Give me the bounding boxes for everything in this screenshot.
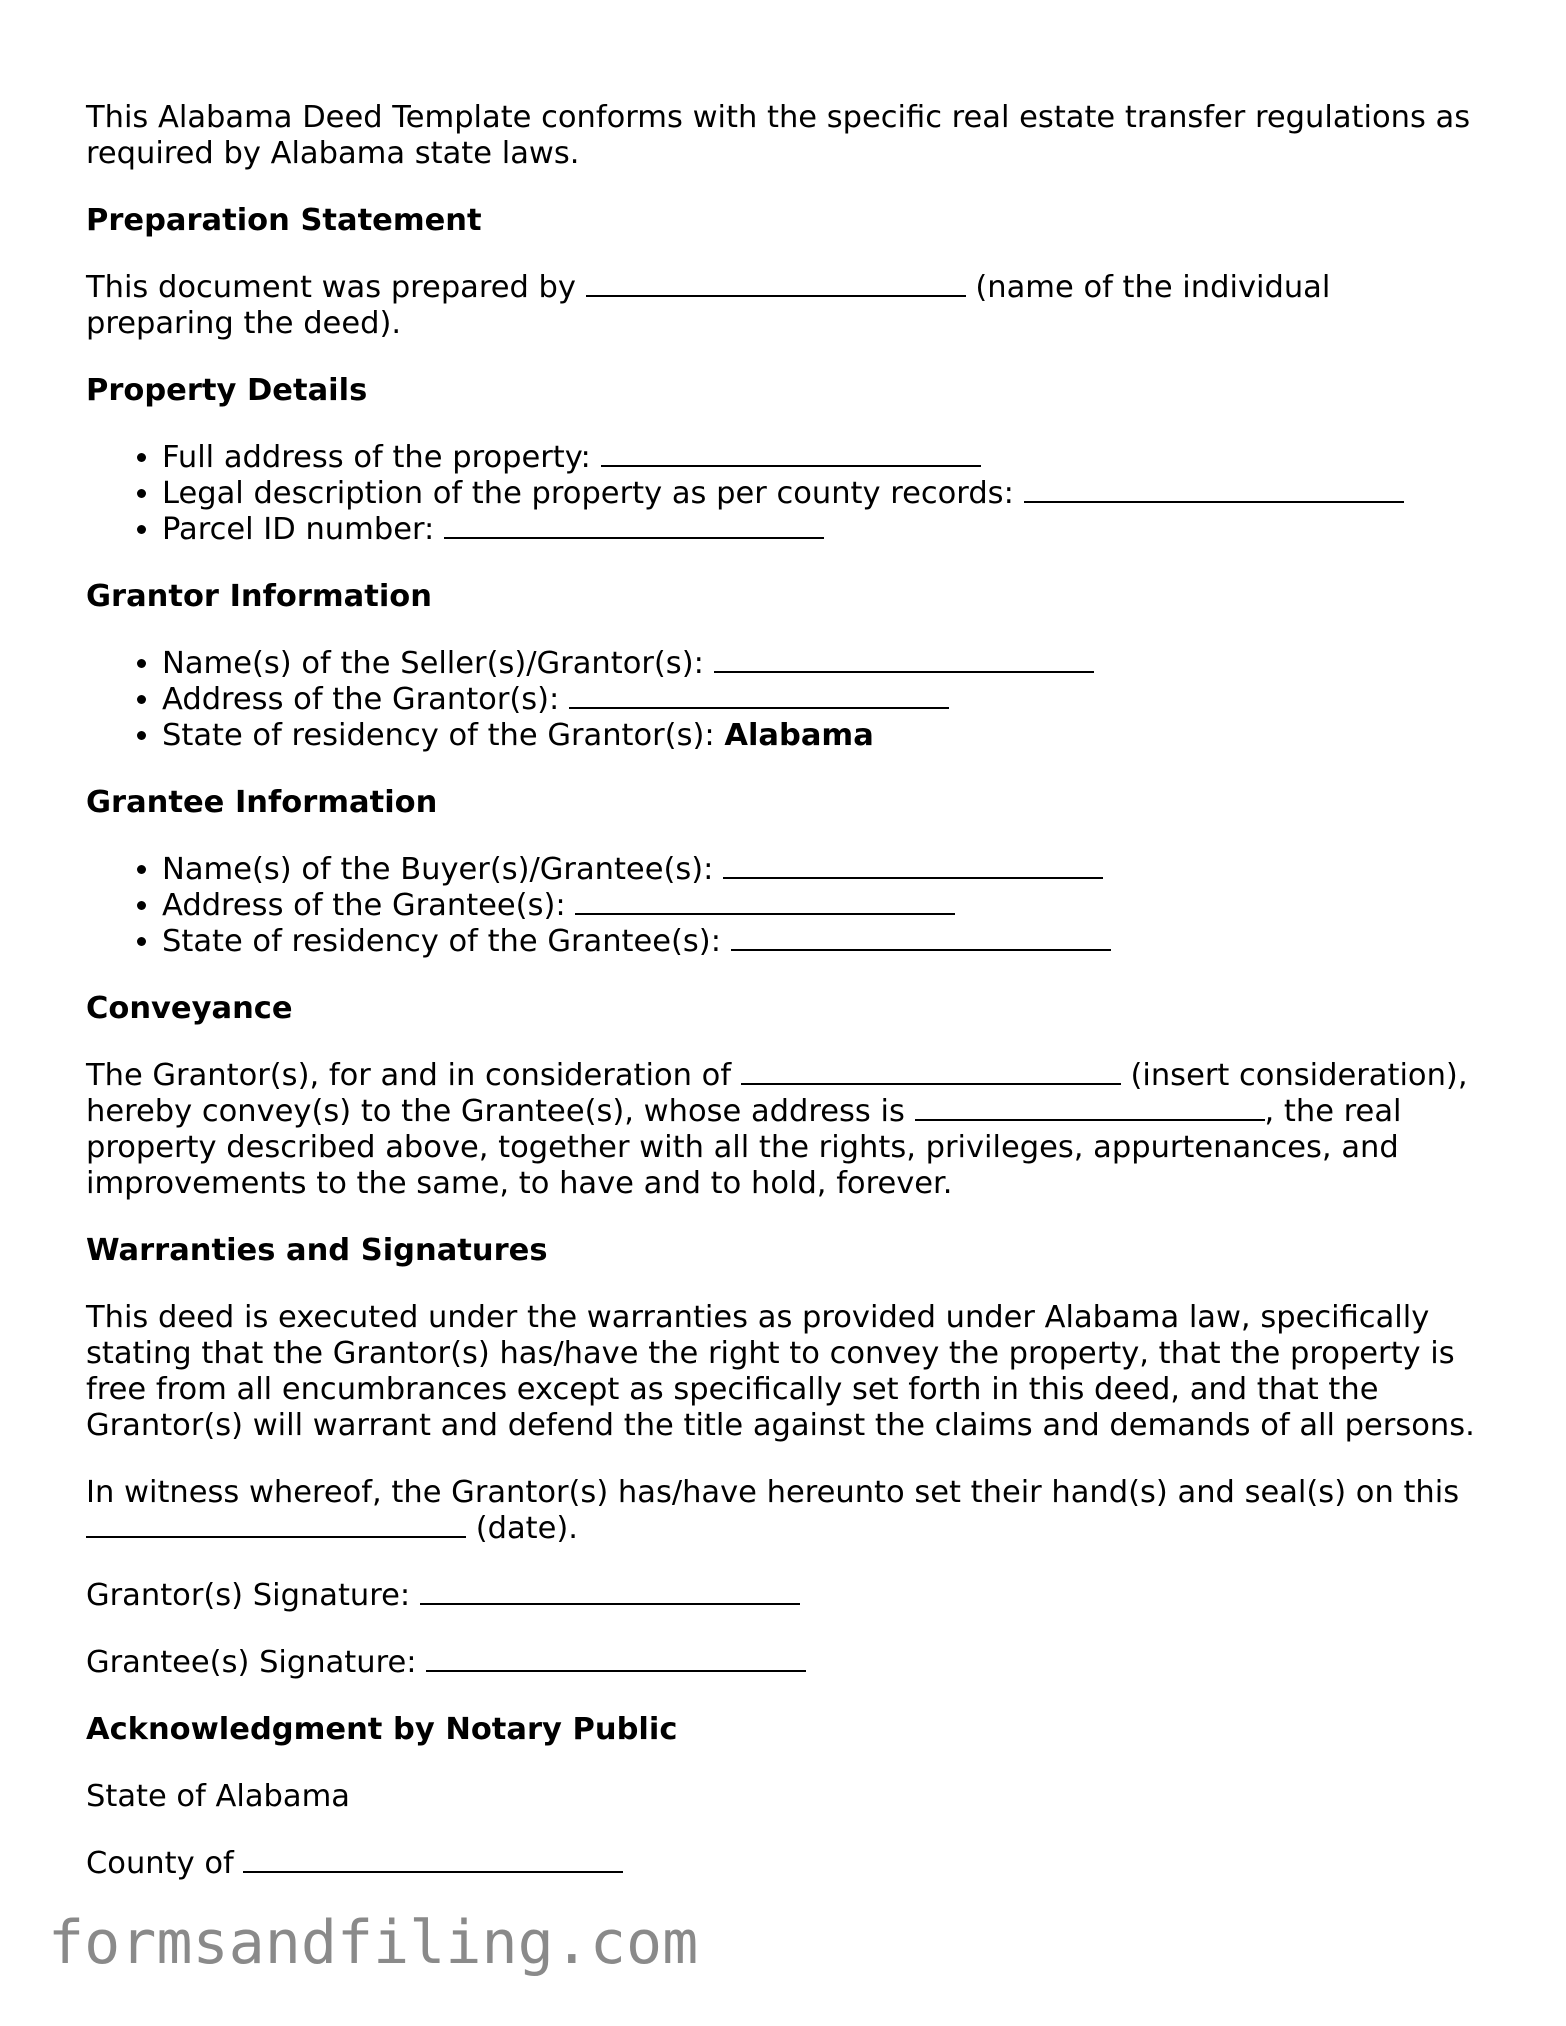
grantor-address-label: Address of the Grantor(s): (162, 682, 560, 717)
warranties-heading: Warranties and Signatures (86, 1233, 548, 1268)
grantee-signature-label: Grantee(s) Signature: (86, 1645, 417, 1680)
preparer-name-field[interactable] (586, 271, 966, 297)
grantee-signature-field[interactable] (426, 1646, 806, 1672)
consideration-field[interactable] (741, 1059, 1121, 1085)
list-item (162, 888, 1486, 924)
grantee-address-label: Address of the Grantee(s): (162, 888, 566, 923)
grantee-state-field[interactable] (731, 925, 1111, 951)
notary-county-label: County of (86, 1846, 234, 1881)
conveyance-heading: Conveyance (86, 991, 293, 1026)
property-address-label: Full address of the property: (162, 440, 591, 475)
grantee-name-field[interactable] (723, 853, 1103, 879)
grantor-state-label: State of residency of the Grantor(s): (162, 718, 715, 753)
list-item (162, 512, 1486, 548)
property-list (86, 440, 1486, 548)
list-item (162, 718, 1486, 754)
warranties-paragraph: This deed is executed under the warranties as provided under Alabama law, specifically stating that the Grantor(s) has/have the right to convey the property, that the property is free from all encumbrances except as specifically set forth in this deed, and that the Grantor(s) will warrant and defend the title against the claims and demands of all persons. (86, 1300, 1475, 1443)
list-item (162, 852, 1486, 888)
legal-description-label: Legal description of the property as per county records: (162, 476, 1014, 511)
property-address-field[interactable] (601, 441, 981, 467)
witness-text-before: In witness whereof, the Grantor(s) has/have hereunto set their hand(s) and seal(s) on this (86, 1475, 1460, 1510)
grantor-state-value: Alabama (724, 718, 874, 753)
witness-text-after: (date). (475, 1511, 578, 1546)
grantee-state-label: State of residency of the Grantee(s): (162, 924, 721, 959)
grantor-signature-line (86, 1578, 1486, 1614)
grantor-address-field[interactable] (569, 683, 949, 709)
witness-paragraph (86, 1475, 1486, 1547)
conveyance-paragraph (86, 1058, 1486, 1202)
list-item (162, 924, 1486, 960)
grantee-address-field[interactable] (575, 889, 955, 915)
grantor-heading: Grantor Information (86, 579, 432, 614)
grantee-list (86, 852, 1486, 960)
list-item (162, 440, 1486, 476)
intro-paragraph: This Alabama Deed Template conforms with the specific real estate transfer regulations as required by Alabama state laws. (86, 100, 1471, 171)
grantee-heading: Grantee Information (86, 785, 438, 820)
list-item (162, 682, 1486, 718)
preparation-text-before: This document was prepared by (86, 270, 576, 305)
grantee-name-label: Name(s) of the Buyer(s)/Grantee(s): (162, 852, 714, 887)
parcel-id-field[interactable] (444, 513, 824, 539)
grantor-signature-field[interactable] (420, 1579, 800, 1605)
conveyance-text-2: (insert consideration), hereby convey(s) to the Grantee(s), whose address is (86, 1058, 1468, 1129)
legal-description-field[interactable] (1024, 477, 1404, 503)
list-item (162, 476, 1486, 512)
grantor-name-label: Name(s) of the Seller(s)/Grantor(s): (162, 646, 704, 681)
grantee-signature-line (86, 1645, 1486, 1681)
property-heading: Property Details (86, 373, 368, 408)
grantor-list (86, 646, 1486, 754)
watermark: formsandfiling.com (48, 1908, 699, 1978)
notary-state: State of Alabama (86, 1779, 351, 1814)
grantor-name-field[interactable] (714, 647, 1094, 673)
parcel-id-label: Parcel ID number: (162, 512, 435, 547)
preparation-text-after: (name of the individual preparing the deed). (86, 270, 1331, 341)
preparation-paragraph (86, 270, 1486, 342)
conveyance-text-3: , the real property described above, together with all the rights, privileges, appurtenances, and improvements to the same, to have and to hold, forever. (86, 1094, 1402, 1201)
deed-document (86, 100, 1486, 1913)
preparation-heading: Preparation Statement (86, 203, 482, 238)
grantor-signature-label: Grantor(s) Signature: (86, 1578, 411, 1613)
list-item (162, 646, 1486, 682)
execution-date-field[interactable] (86, 1512, 466, 1538)
notary-heading: Acknowledgment by Notary Public (86, 1712, 678, 1747)
notary-county-field[interactable] (243, 1847, 623, 1873)
conveyance-text-1: The Grantor(s), for and in consideration of (86, 1058, 732, 1093)
grantee-address-inline-field[interactable] (915, 1095, 1265, 1121)
notary-county-line (86, 1846, 1486, 1882)
